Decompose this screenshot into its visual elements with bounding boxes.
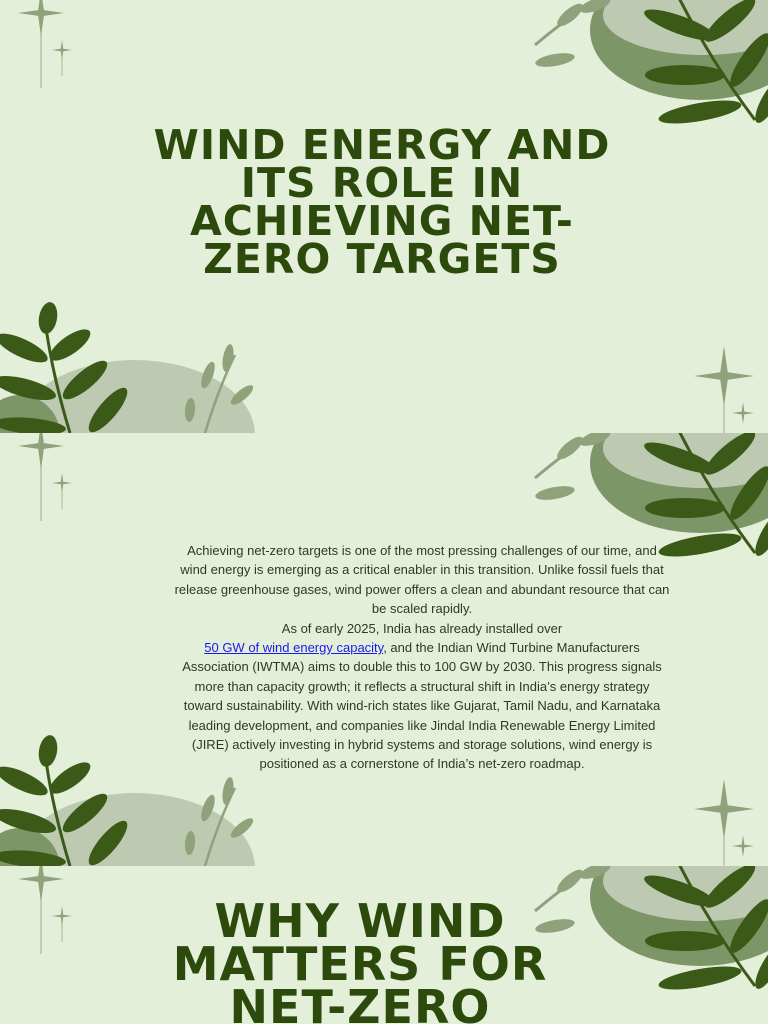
slide-title-heading: WIND ENERGY AND ITS ROLE IN ACHIEVING NET-ZERO TARGETS [153, 121, 611, 283]
sparkle-icon [732, 835, 754, 857]
body-text-2-suffix: , and the Indian Wind Turbine Manufacturers Association (IWTMA) aims to double this to 100 GW by 2030. This progress signals more than capacity growth; it reflects a structural shift in India’s energy strategy toward sustainability. With wind-rich states like Gujarat, Tamil Nadu, and Karnataka leading development, and companies like Jindal India Renewable Energy Limited (JIRE) actively investing in hybrid systems and storage solutions, wind energy is positioned as a cornerstone of India’s net-zero roadmap. [182, 640, 662, 772]
leaf-branch-icon [525, 0, 768, 130]
sparkle-icon [52, 906, 72, 942]
sparkle-icon [52, 40, 72, 76]
sparkle-icon [52, 473, 72, 509]
body-text-1: Achieving net-zero targets is one of the most pressing challenges of our time, and wind energy is emerging as a critical enabler in this transition. Unlike fossil fuels that release greenhouse gases, wind power offers a clean and abundant resource that can be scaled rapidly. [174, 543, 670, 617]
slide-title [0, 0, 768, 433]
slide-content [0, 433, 768, 866]
slide-why-wind [0, 866, 768, 1024]
wind-capacity-link[interactable]: 50 GW of wind energy capacity [204, 640, 384, 656]
slide-why-wind-heading: WHY WIND MATTERS FOR NET-ZERO [172, 894, 548, 1024]
sparkle-icon [732, 402, 754, 424]
leaf-branch-icon [0, 300, 260, 433]
leaf-branch-icon [0, 733, 260, 866]
body-text-2-prefix: As of early 2025, India has already installed over [281, 620, 563, 636]
